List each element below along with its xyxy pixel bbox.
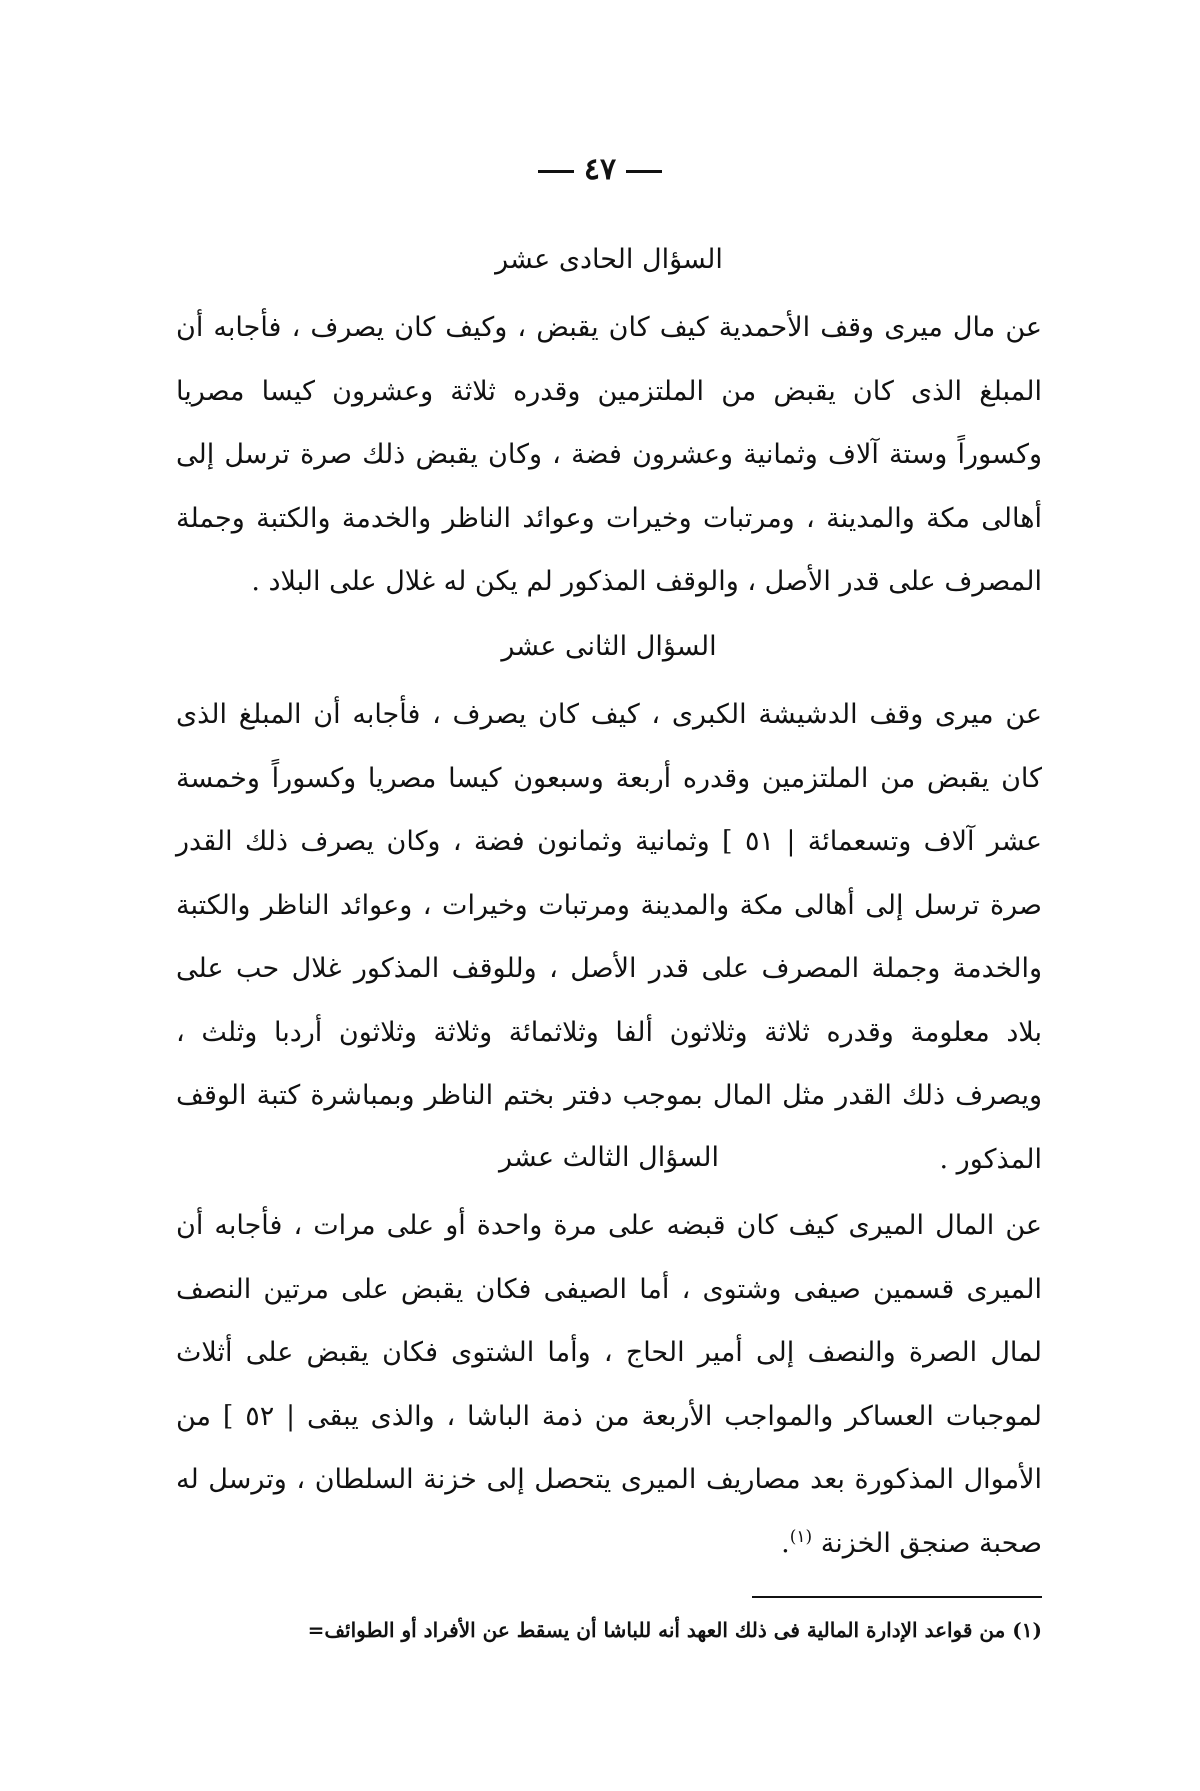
page-number-text: ٤٧ [583,152,617,187]
section-heading-q13: السؤال الثالث عشر [499,1142,719,1173]
footnote: (١) من قواعد الإدارة المالية فى ذلك العهد أنه للباشا أن يسقط عن الأفراد أو الطوائف= [307,1618,1042,1642]
page-number-dash-right [626,170,662,173]
section-heading-q12: السؤال الثانى عشر [501,631,717,662]
section-heading-q11: السؤال الحادى عشر [495,244,723,275]
section-body-q13-end: . [781,1527,790,1559]
section-body-q12: عن ميرى وقف الدشيشة الكبرى ، كيف كان يصرف ، فأجابه أن المبلغ الذى كان يقبض من الملتزمين وقدره أربعة وسبعون كيسا مصريا وكسوراً وخمسة عشر آلاف وتسعمائة | ٥١ ] وثمانية وثمانون فضة ، وكان يصرف ذلك القدر صرة ترسل إلى أهالى مكة والمدينة ومرتبات وخيرات ، وعوائد الناظر والكتبة والخدمة وجملة المصرف على قدر الأصل ، وللوقف المذكور غلال حب على بلاد معلومة وقدره ثلاثة وثلاثون ألفا وثلاثمائة وثلاثة وثلاثون أردبا وثلث ، ويصرف ذلك القدر مثل المال بموجب دفتر بختم الناظر وبمباشرة كتبة الوقف المذكور . [176,699,1042,1175]
section-body-q13-text: عن المال الميرى كيف كان قبضه على مرة واحدة أو على مرات ، فأجابه أن الميرى قسمين صيفى وشتوى ، أما الصيفى فكان يقبض على مرتين النصف لمال الصرة والنصف إلى أمير الحاج ، وأما الشتوى فكان يقبض على أثلاث لموجبات العساكر والمواجب الأربعة من ذمة الباشا ، والذى يبقى | ٥٢ ] من الأموال المذكورة بعد مصاريف الميرى يتحصل إلى خزنة السلطان ، وترسل له صحبة صنجق الخزنة [176,1210,1042,1559]
page-number [0,150,1200,190]
section-body-q13 [176,1194,1042,1575]
footnote-divider [752,1596,1042,1598]
footnote-marker: (١) [789,1526,813,1547]
page-number-dash-left [538,170,574,173]
section-body-q11: عن مال ميرى وقف الأحمدية كيف كان يقبض ، وكيف كان يصرف ، فأجابه أن المبلغ الذى كان يقبض من الملتزمين وقدره ثلاثة وعشرون كيسا مصريا وكسوراً وستة آلاف وثمانية وعشرون فضة ، وكان يقبض ذلك صرة ترسل إلى أهالى مكة والمدينة ، ومرتبات وخيرات وعوائد الناظر والخدمة والكتبة وجملة المصرف على قدر الأصل ، والوقف المذكور لم يكن له غلال على البلاد . [176,312,1042,597]
